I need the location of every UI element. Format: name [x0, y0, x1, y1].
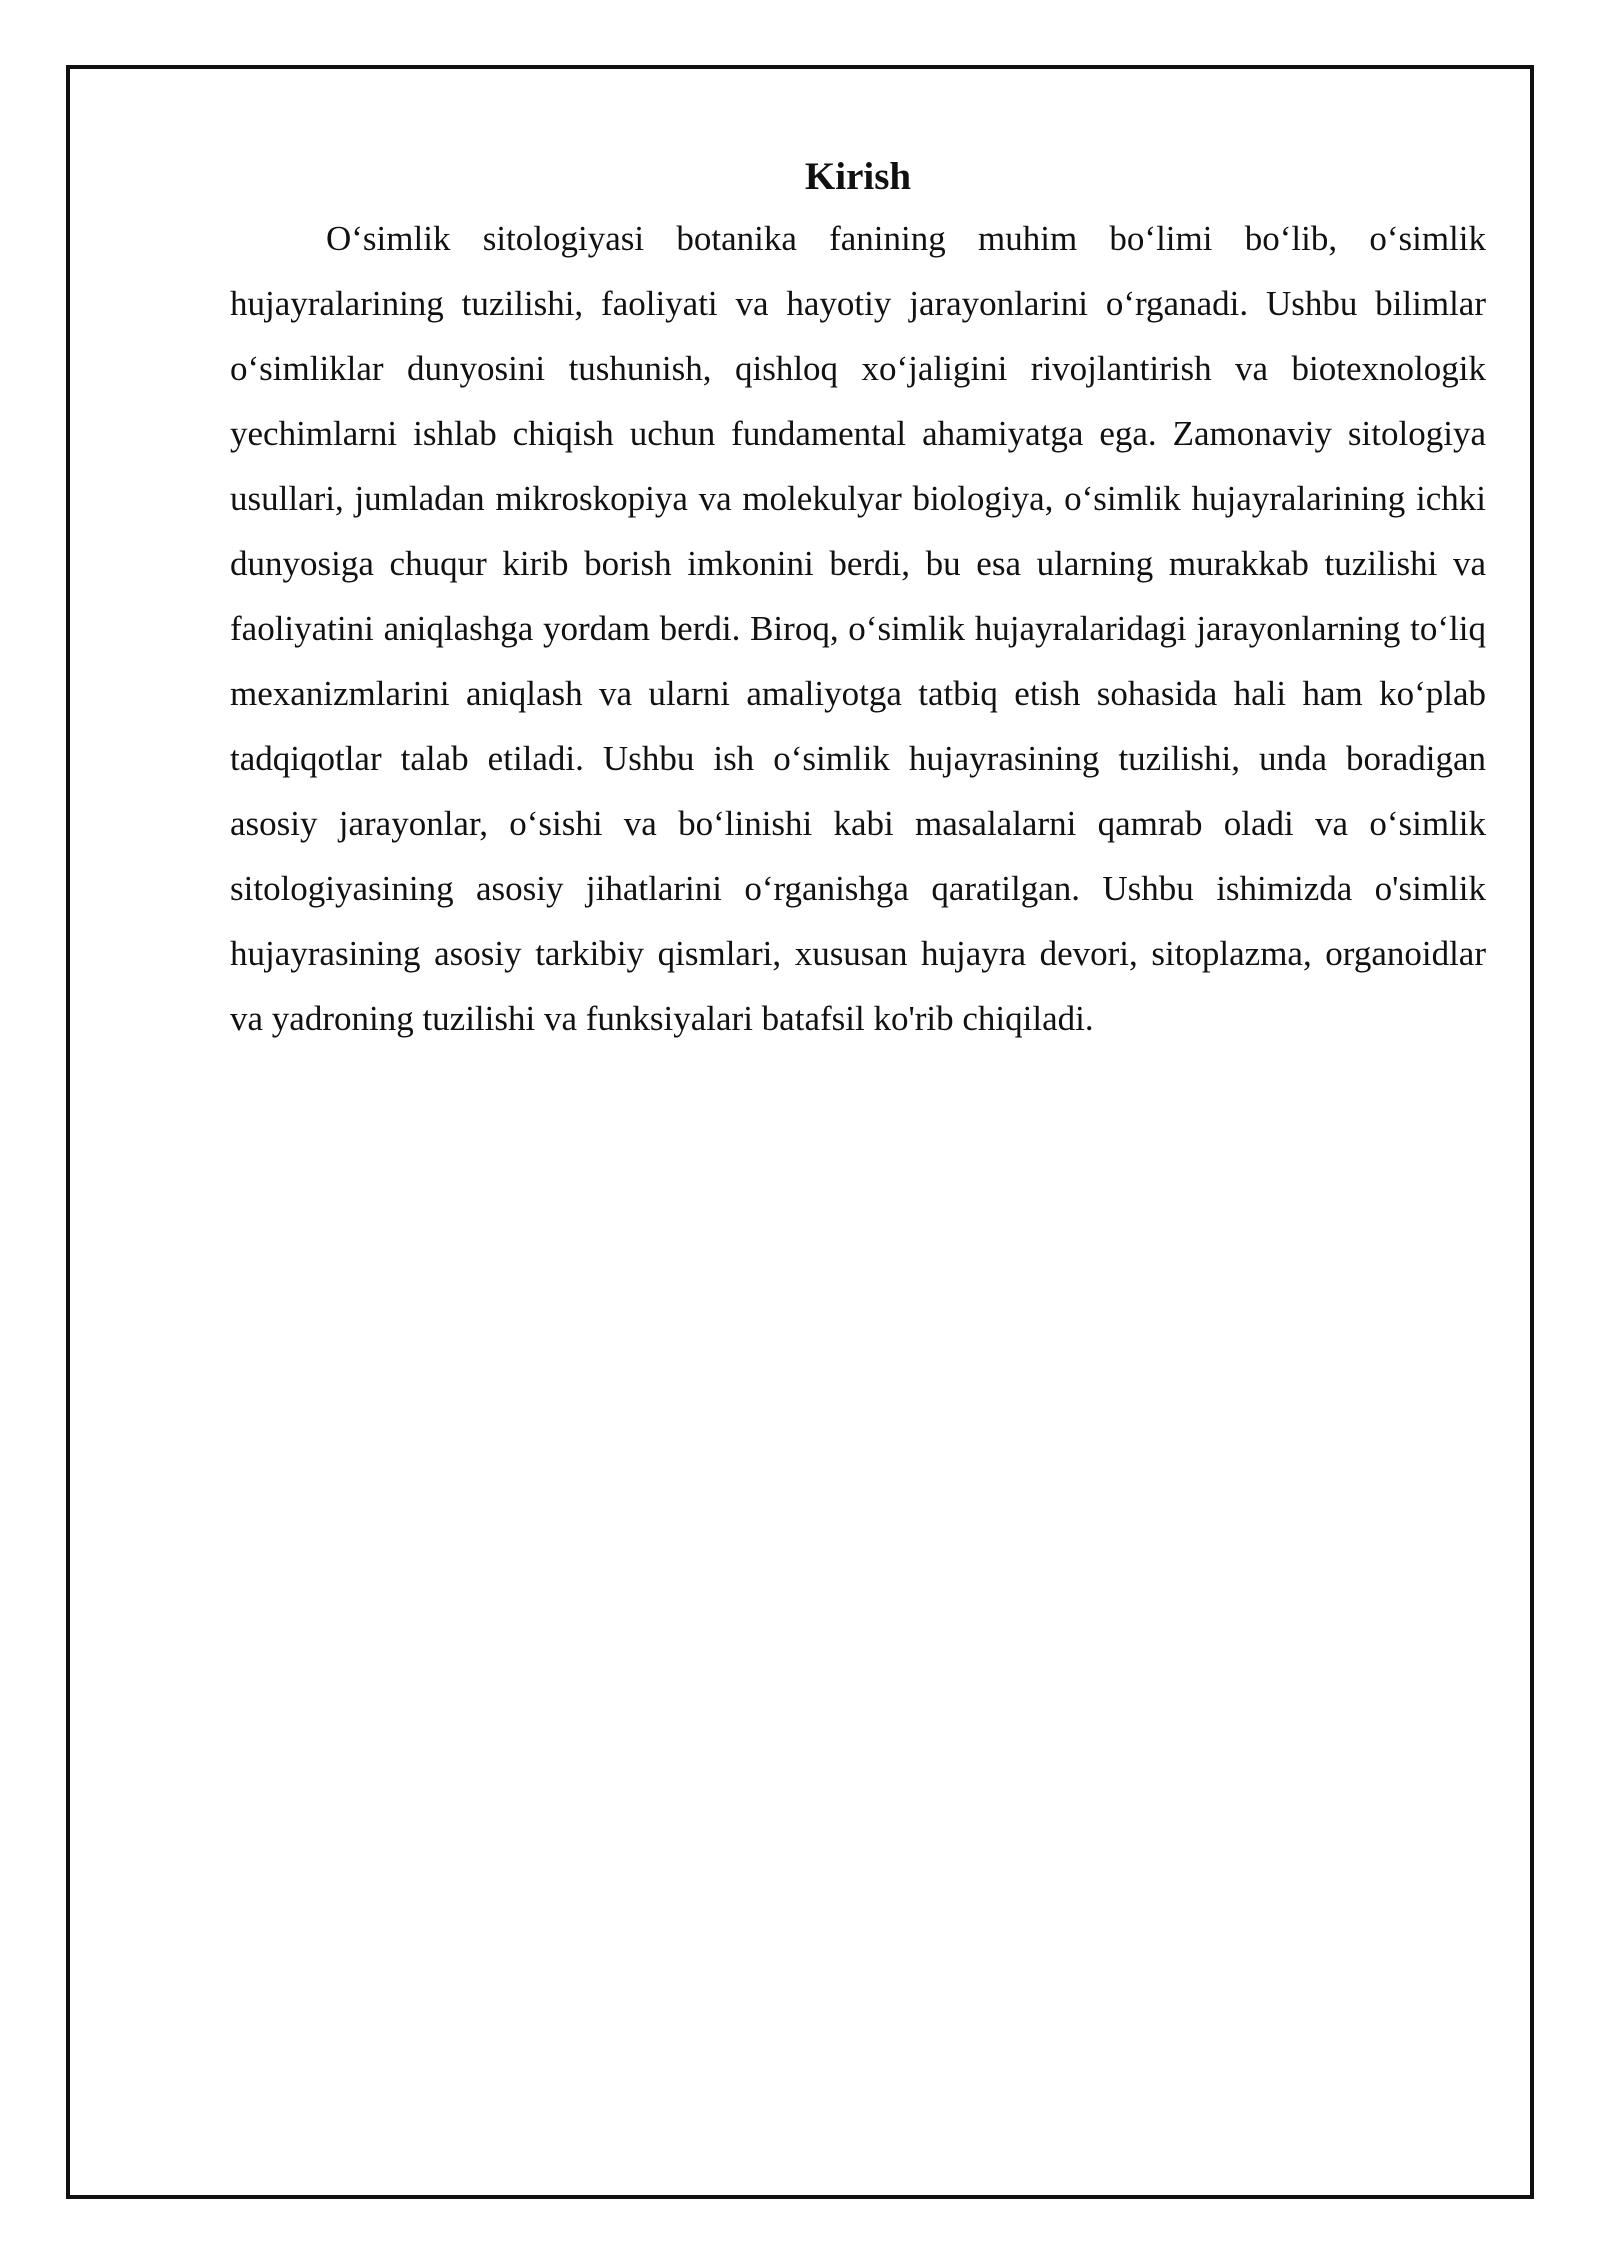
document-body	[230, 150, 1486, 1051]
intro-paragraph: O‘simlik sitologiyasi botanika fanining muhim bo‘limi bo‘lib, o‘simlik hujayralarining tuzilishi, faoliyati va hayotiy jarayonlarini o‘rganadi. Ushbu bilimlar o‘simliklar dunyosini tushunish, qishloq xo‘jaligini rivojlantirish va biotexnologik yechimlarni ishlab chiqish uchun fundamental ahamiyatga ega. Zamonaviy sitologiya usullari, jumladan mikroskopiya va molekulyar biologiya, o‘simlik hujayralarining ichki dunyosiga chuqur kirib borish imkonini berdi, bu esa ularning murakkab tuzilishi va faoliyatini aniqlashga yordam berdi. Biroq, o‘simlik hujayralaridagi jarayonlarning to‘liq mexanizmlarini aniqlash va ularni amaliyotga tatbiq etish sohasida hali ham ko‘plab tadqiqotlar talab etiladi. Ushbu ish o‘simlik hujayrasining tuzilishi, unda boradigan asosiy jarayonlar, o‘sishi va bo‘linishi kabi masalalarni qamrab oladi va o‘simlik sitologiyasining asosiy jihatlarini o‘rganishga qaratilgan. Ushbu ishimizda o'simlik hujayrasining asosiy tarkibiy qismlari, xususan hujayra devori, sitoplazma, organoidlar va yadroning tuzilishi va funksiyalari batafsil ko'rib chiqiladi.	[230, 219, 1486, 1038]
document-title: Kirish	[804, 155, 912, 198]
